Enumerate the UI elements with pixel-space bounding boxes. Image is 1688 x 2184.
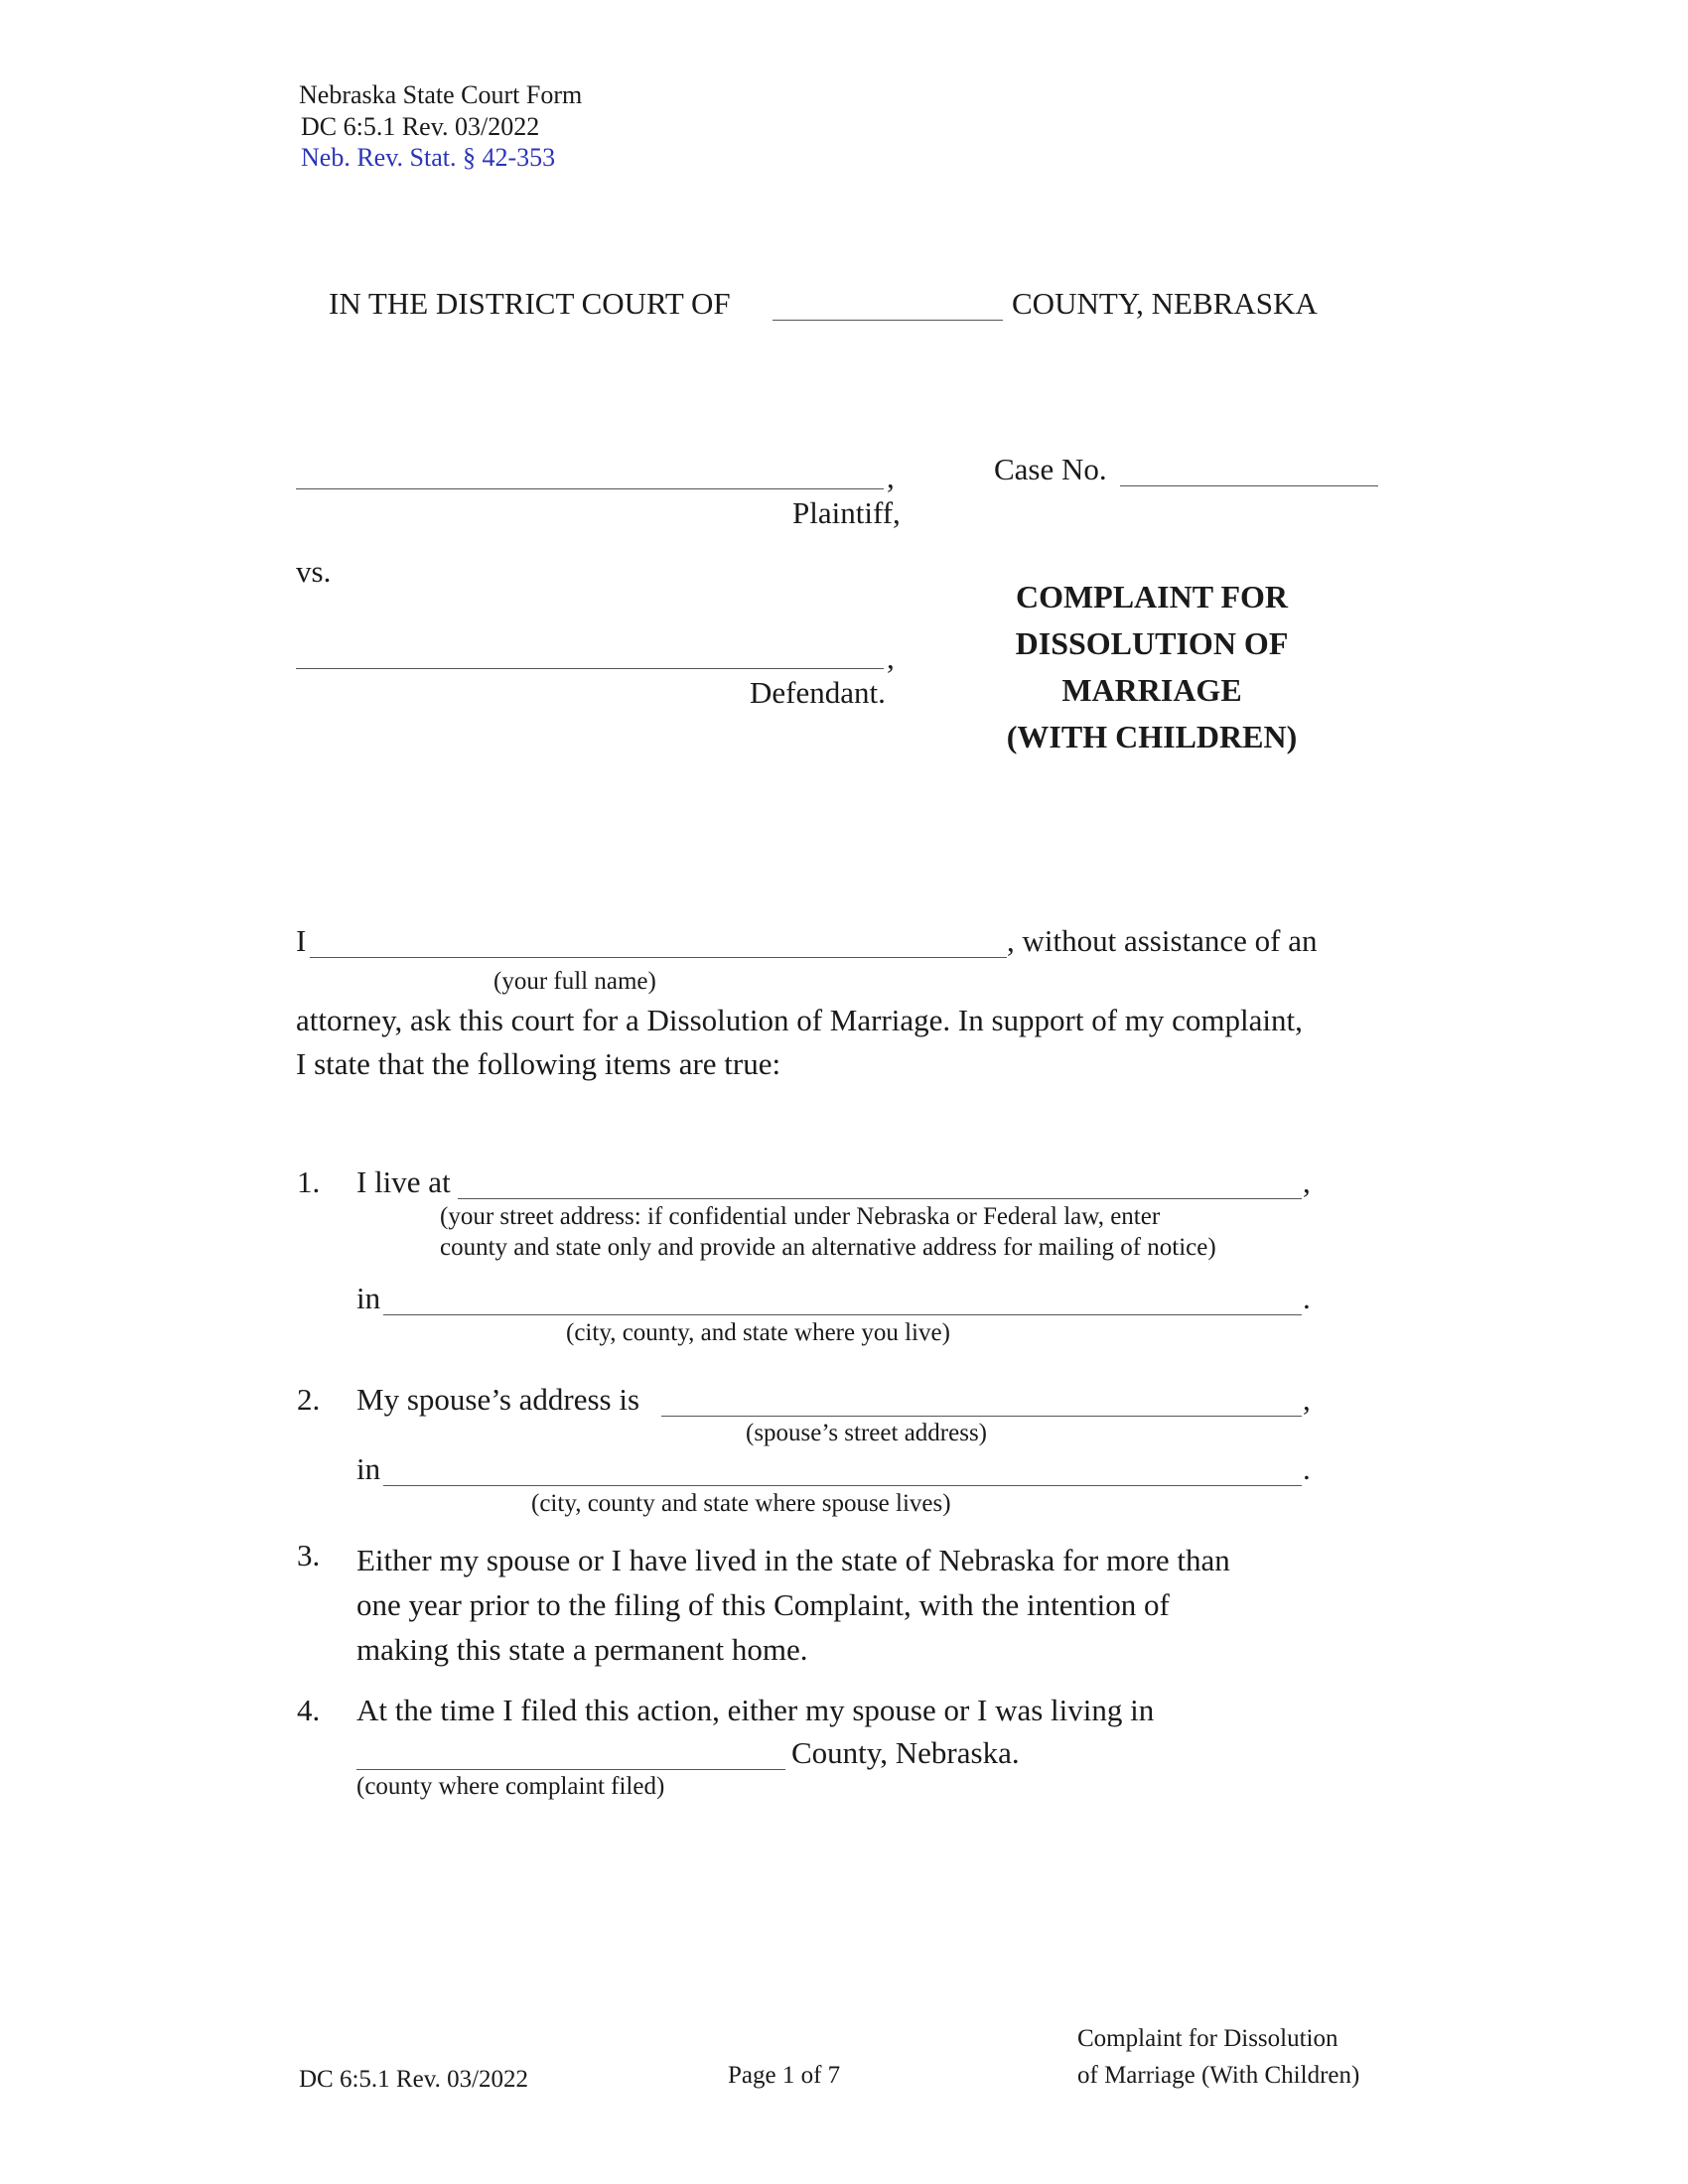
item-2-in-label: in — [356, 1451, 381, 1486]
filing-county-hint: (county where complaint filed) — [356, 1773, 665, 1800]
defendant-label: Defendant. — [750, 675, 886, 710]
spouse-city-blank[interactable] — [383, 1485, 1302, 1486]
form-name: Nebraska State Court Form — [299, 80, 583, 109]
item-1-in-label: in — [356, 1281, 381, 1315]
spouse-address-hint: (spouse’s street address) — [746, 1420, 987, 1446]
spouse-city-hint: (city, county and state where spouse lives) — [531, 1490, 951, 1517]
intro-i: I — [296, 923, 307, 958]
footer-form-number: DC 6:5.1 Rev. 03/2022 — [299, 2066, 529, 2093]
intro-line-2: attorney, ask this court for a Dissolution of Marriage. In support of my complaint, — [296, 1003, 1303, 1037]
intro-after-name: , without assistance of an — [1007, 923, 1318, 958]
item-2-period: . — [1303, 1451, 1311, 1486]
item-3-text — [356, 1538, 1230, 1672]
title-line: DISSOLUTION OF — [1015, 625, 1289, 661]
case-no-label: Case No. — [994, 452, 1107, 486]
plaintiff-name-blank[interactable] — [296, 488, 884, 489]
title-line: (WITH CHILDREN) — [1006, 719, 1298, 754]
item-1-period: . — [1303, 1281, 1311, 1315]
street-address-hint-2: county and state only and provide an alternative address for mailing of notice) — [440, 1234, 1216, 1261]
item-2-comma: , — [1303, 1382, 1311, 1417]
footer-title-line-2: of Marriage (With Children) — [1077, 2062, 1360, 2089]
item-3-line: Either my spouse or I have lived in the state of Nebraska for more than — [356, 1543, 1230, 1577]
street-address-hint-1: (your street address: if confidential under Nebraska or Federal law, enter — [440, 1203, 1161, 1230]
form-number: DC 6:5.1 Rev. 03/2022 — [301, 112, 540, 141]
item-1-comma: , — [1303, 1164, 1311, 1199]
statute-link[interactable]: Neb. Rev. Stat. § 42-353 — [301, 143, 556, 172]
item-4-after-blank: County, Nebraska. — [791, 1735, 1020, 1770]
intro-line-3: I state that the following items are true: — [296, 1046, 781, 1081]
page-number: Page 1 of 7 — [728, 2062, 841, 2089]
defendant-comma: , — [887, 640, 895, 675]
item-1-text: I live at — [356, 1164, 451, 1199]
spouse-address-blank[interactable] — [661, 1416, 1302, 1417]
court-suffix: COUNTY, NEBRASKA — [1012, 286, 1318, 321]
footer-title-line-1: Complaint for Dissolution — [1077, 2025, 1338, 2052]
case-no-blank[interactable] — [1120, 485, 1378, 486]
item-2-text: My spouse’s address is — [356, 1382, 640, 1417]
item-4-line-1: At the time I filed this action, either my spouse or I was living in — [356, 1693, 1155, 1727]
item-3-number: 3. — [297, 1538, 321, 1572]
street-address-blank[interactable] — [458, 1198, 1302, 1199]
defendant-name-blank[interactable] — [296, 668, 884, 669]
court-prefix: IN THE DISTRICT COURT OF — [329, 286, 731, 321]
full-name-hint: (your full name) — [493, 968, 656, 995]
item-3-line: making this state a permanent home. — [356, 1632, 808, 1667]
item-1-number: 1. — [297, 1164, 321, 1199]
item-4-number: 4. — [297, 1693, 321, 1727]
document-title — [963, 574, 1340, 760]
city-county-state-blank[interactable] — [383, 1314, 1302, 1315]
filing-county-blank[interactable] — [356, 1769, 785, 1770]
title-line: COMPLAINT FOR — [1015, 579, 1289, 614]
item-3-line: one year prior to the filing of this Complaint, with the intention of — [356, 1587, 1170, 1622]
city-county-state-hint: (city, county, and state where you live) — [566, 1319, 950, 1346]
versus: vs. — [296, 554, 332, 589]
title-line: MARRIAGE — [1061, 672, 1242, 708]
plaintiff-label: Plaintiff, — [792, 495, 901, 530]
plaintiff-comma: , — [887, 460, 895, 494]
full-name-blank[interactable] — [310, 957, 1007, 958]
item-2-number: 2. — [297, 1382, 321, 1417]
county-blank[interactable] — [773, 320, 1003, 321]
